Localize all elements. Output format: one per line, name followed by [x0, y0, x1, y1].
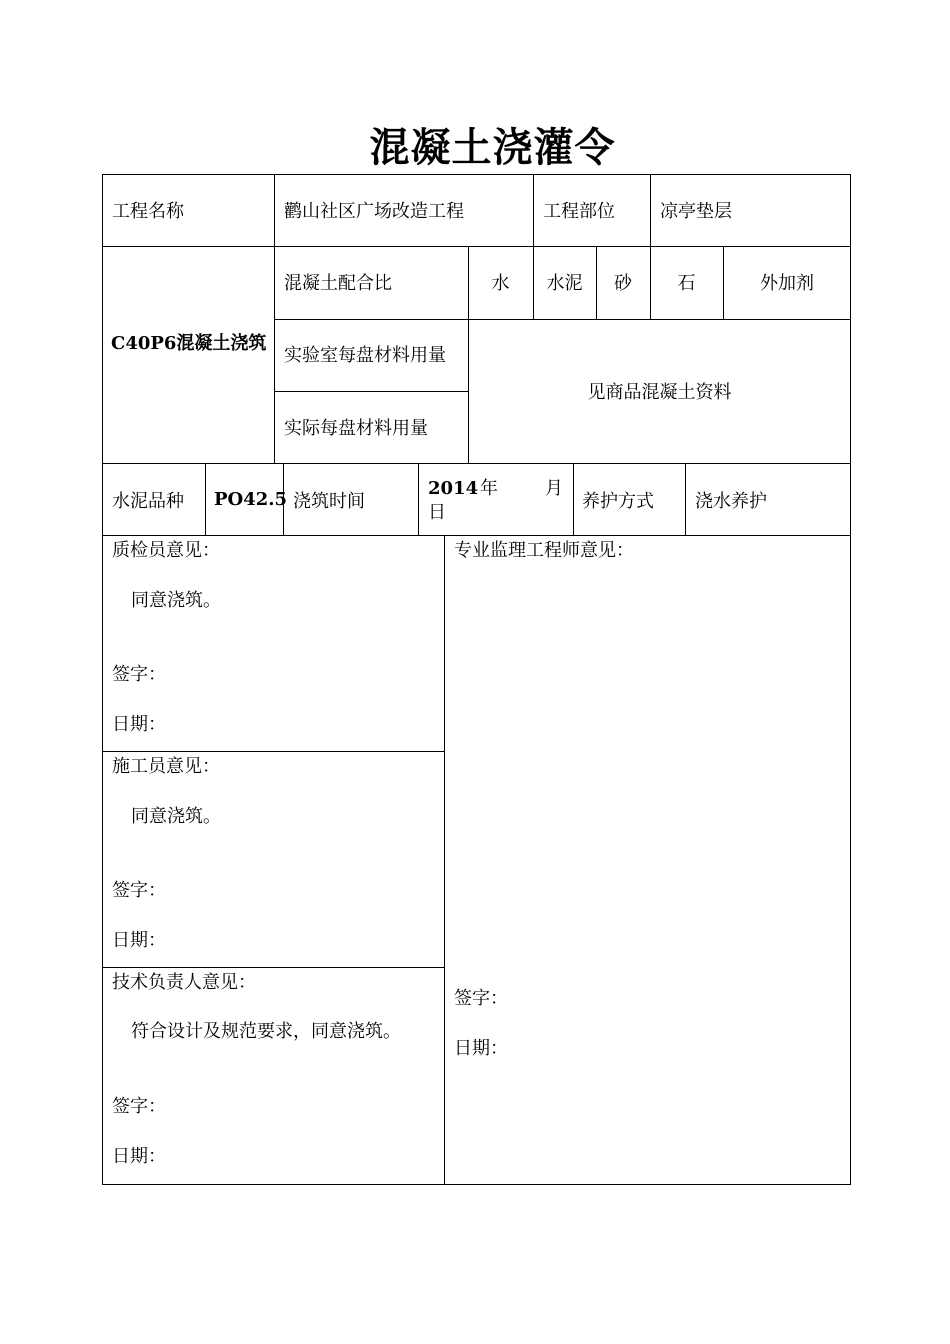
column-divider — [444, 535, 445, 1185]
column-divider — [533, 174, 534, 319]
supervisor-signature-label: 签字： — [454, 988, 508, 1009]
tech-date-label: 日期： — [112, 1146, 166, 1167]
mix-ratio-label: 混凝土配合比 — [284, 273, 392, 294]
pour-time-year: 2014 — [428, 478, 479, 499]
pour-time-month-unit: 月 — [545, 478, 563, 499]
cement-type-label: 水泥品种 — [112, 491, 184, 512]
row-divider — [102, 751, 445, 752]
project-name-label: 工程名称 — [112, 201, 184, 222]
column-divider — [573, 463, 574, 536]
curing-method-value: 浇水养护 — [695, 491, 767, 512]
lab-usage-label: 实验室每盘材料用量 — [284, 345, 446, 366]
mix-column-water: 水 — [491, 273, 510, 294]
mix-column-admixture: 外加剂 — [760, 273, 814, 294]
concrete-grade-label: C40P6混凝土浇筑 — [111, 333, 267, 354]
tech-opinion-text: 符合设计及规范要求，同意浇筑。 — [131, 1021, 401, 1042]
row-divider — [102, 246, 851, 247]
builder-signature-label: 签字： — [112, 880, 166, 901]
pour-time-year-unit: 年 — [480, 478, 498, 499]
pour-time-label: 浇筑时间 — [293, 491, 365, 512]
row-divider — [274, 391, 468, 392]
qc-date-label: 日期： — [112, 714, 166, 735]
column-divider — [418, 463, 419, 536]
column-divider — [205, 463, 206, 536]
document-title: 混凝土浇灌令 — [369, 124, 616, 171]
reference-note: 见商品混凝土资料 — [587, 382, 732, 403]
actual-usage-label: 实际每盘材料用量 — [284, 418, 428, 439]
supervisor-opinion-title: 专业监理工程师意见： — [454, 540, 634, 561]
project-part-value: 凉亭垫层 — [660, 201, 732, 222]
column-divider — [650, 174, 651, 319]
qc-signature-label: 签字： — [112, 664, 166, 685]
qc-opinion-title: 质检员意见： — [112, 540, 220, 561]
supervisor-date-label: 日期： — [454, 1038, 508, 1059]
column-divider — [685, 463, 686, 536]
row-divider — [102, 463, 851, 464]
tech-signature-label: 签字： — [112, 1096, 166, 1117]
curing-method-label: 养护方式 — [582, 491, 654, 512]
qc-opinion-text: 同意浇筑。 — [131, 590, 221, 611]
mix-column-stone: 石 — [677, 273, 696, 294]
pour-time-day-unit: 日 — [428, 502, 446, 523]
project-name-value: 鹳山社区广场改造工程 — [284, 201, 464, 222]
builder-opinion-text: 同意浇筑。 — [131, 806, 221, 827]
mix-column-sand: 砂 — [614, 273, 632, 294]
builder-date-label: 日期： — [112, 930, 166, 951]
column-divider — [274, 174, 275, 464]
mix-column-cement: 水泥 — [546, 273, 583, 294]
tech-opinion-title: 技术负责人意见： — [112, 972, 256, 993]
project-part-label: 工程部位 — [543, 201, 615, 222]
builder-opinion-title: 施工员意见： — [112, 756, 220, 777]
cement-type-value: PO42.5 — [214, 489, 288, 510]
row-divider — [102, 967, 445, 968]
row-divider — [274, 319, 851, 320]
row-divider — [102, 535, 851, 536]
